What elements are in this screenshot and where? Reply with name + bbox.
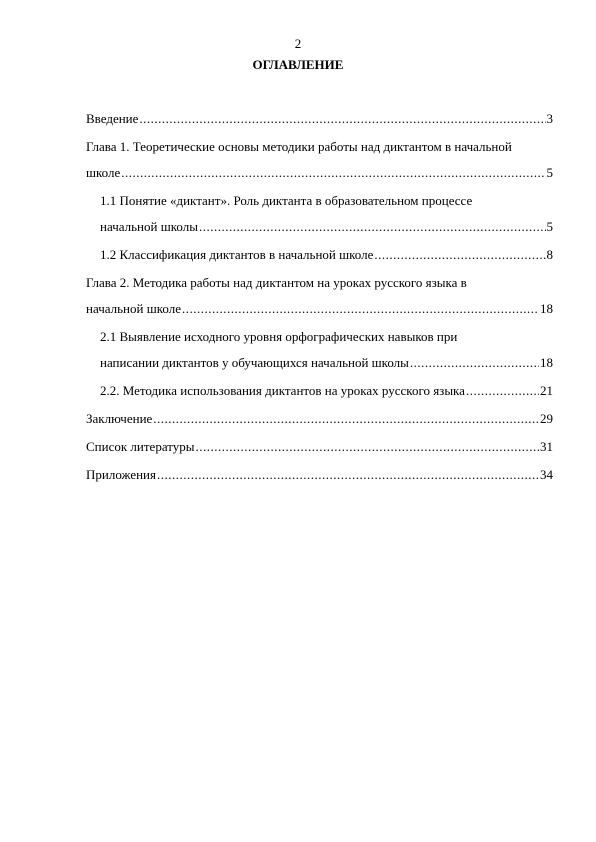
dot-leader [466, 382, 539, 400]
toc-entry-text: начальной школы [100, 219, 198, 234]
toc-page-ref: 5 [546, 165, 553, 180]
toc-entry-text: 2.2. Методика использования диктантов на уроках русского языка [100, 383, 465, 398]
toc-entry-text: начальной школе [86, 301, 181, 316]
toc-entry-text: 1.2 Классификация диктантов в начальной школе [100, 247, 374, 262]
dot-leader [196, 438, 540, 456]
table-of-contents [86, 110, 553, 494]
page-number: 2 [294, 36, 302, 51]
toc-page-ref: 21 [540, 383, 553, 398]
toc-entry-section-2-2[interactable] [100, 382, 553, 400]
toc-entry-text-line: Глава 2. Методика работы над диктантом на уроках русского языка в [86, 275, 467, 290]
dot-leader [410, 354, 539, 372]
dot-leader [153, 410, 539, 428]
dot-leader [374, 246, 545, 264]
toc-page-ref: 34 [540, 467, 553, 482]
toc-entry-chapter-1[interactable] [86, 138, 553, 182]
toc-entry-section-1-1[interactable] [100, 192, 553, 236]
toc-entry-section-2-1[interactable] [100, 328, 553, 372]
toc-page-ref: 8 [546, 247, 553, 262]
toc-entry-chapter-2[interactable] [86, 274, 553, 318]
toc-page-ref: 29 [540, 411, 553, 426]
dot-leader [182, 300, 539, 318]
toc-page-ref: 18 [540, 301, 553, 316]
toc-entry-text: Введение [86, 111, 139, 126]
toc-entry-section-1-2[interactable] [100, 246, 553, 264]
toc-page-ref: 18 [540, 355, 553, 370]
toc-entry-text: Приложения [86, 467, 156, 482]
dot-leader [139, 110, 545, 128]
toc-entry-text-line: 1.1 Понятие «диктант». Роль диктанта в образовательном процессе [100, 193, 473, 208]
toc-entry-appendices[interactable] [86, 466, 553, 484]
toc-title: ОГЛАВЛЕНИЕ [252, 57, 344, 72]
toc-entry-conclusion[interactable] [86, 410, 553, 428]
toc-page-ref: 31 [540, 439, 553, 454]
toc-entry-text: школе [86, 165, 121, 180]
dot-leader [157, 466, 539, 484]
toc-entry-bibliography[interactable] [86, 438, 553, 456]
dot-leader [121, 164, 545, 182]
toc-entry-text: написании диктантов у обучающихся начальной школы [100, 355, 409, 370]
toc-entry-text: Заключение [86, 411, 153, 426]
toc-page-ref: 3 [546, 111, 553, 126]
toc-page-ref: 5 [546, 219, 553, 234]
dot-leader [199, 218, 546, 236]
toc-entry-text-line: Глава 1. Теоретические основы методики работы над диктантом в начальной [86, 139, 512, 154]
toc-entry-introduction[interactable] [86, 110, 553, 128]
toc-entry-text-line: 2.1 Выявление исходного уровня орфографических навыков при [100, 329, 458, 344]
toc-entry-text: Список литературы [86, 439, 195, 454]
